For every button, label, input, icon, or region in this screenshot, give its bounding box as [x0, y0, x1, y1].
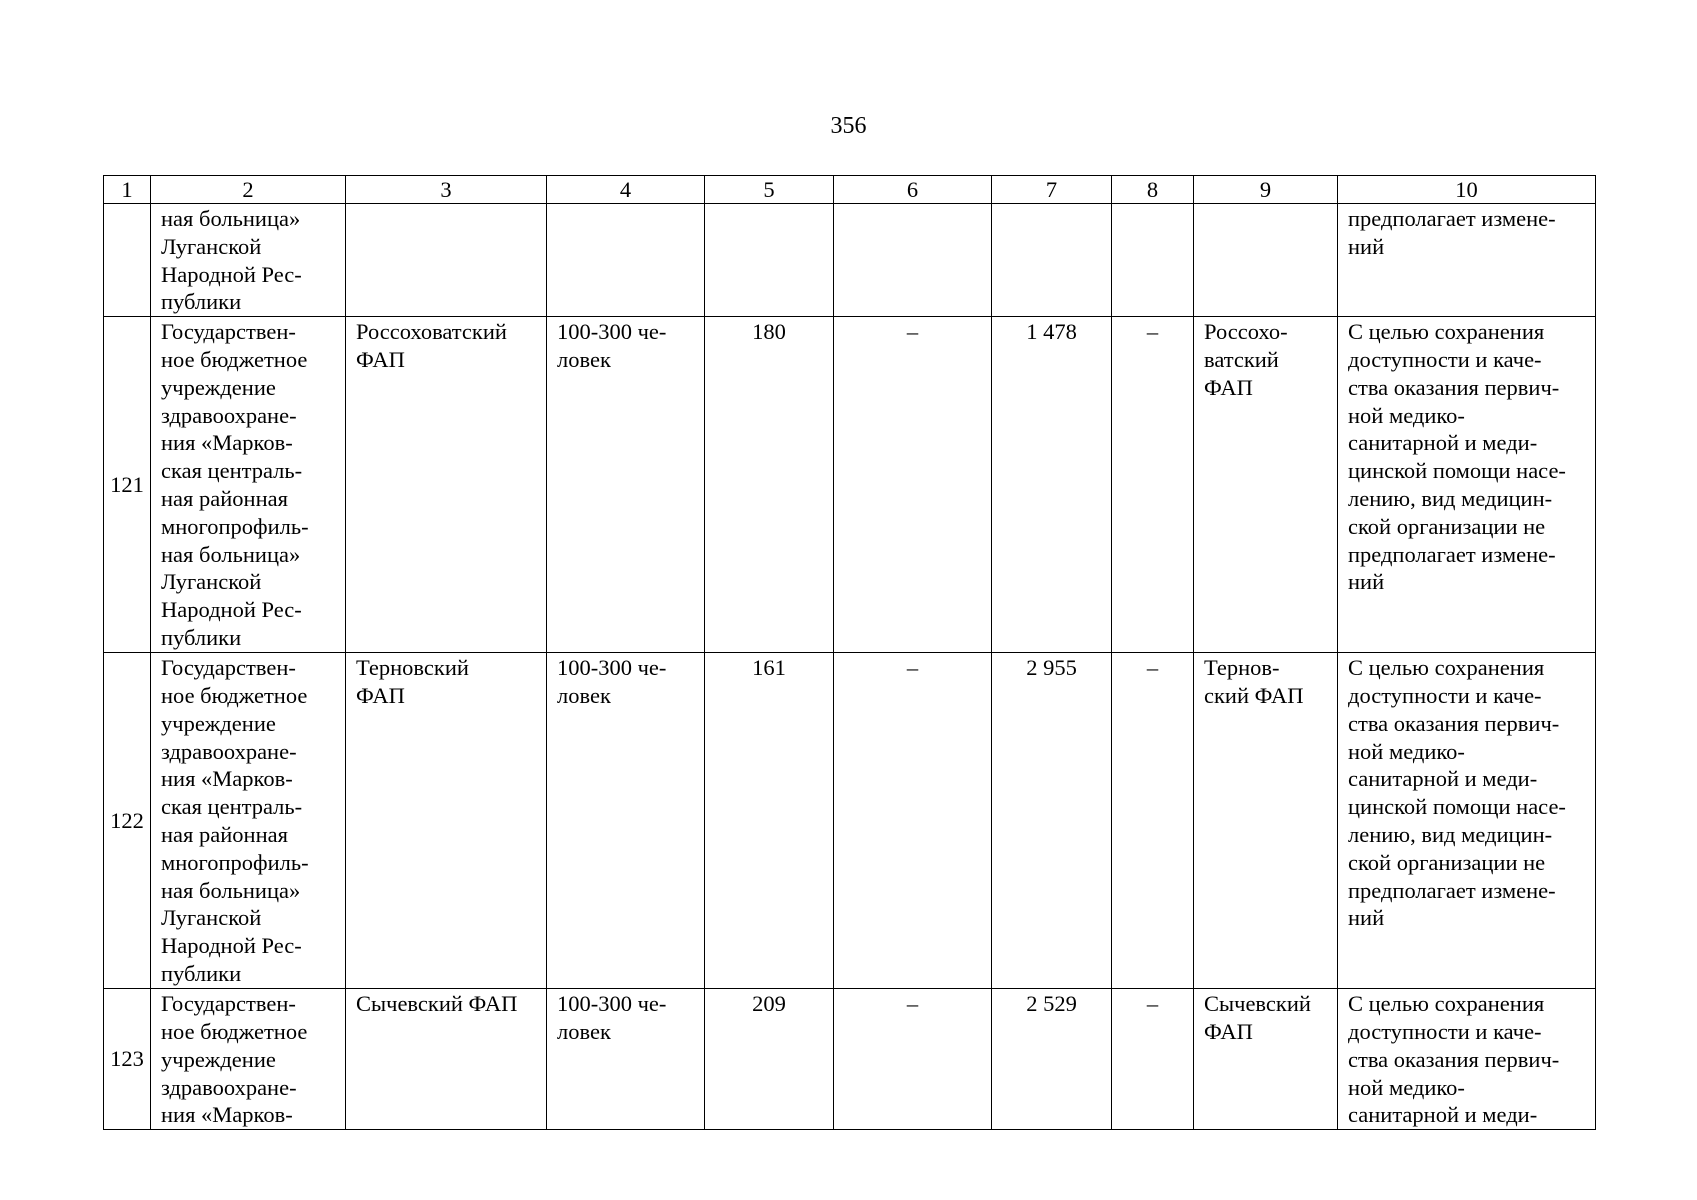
institution-cell: Государствен- ное бюджетное учреждение здравоохране- ния «Марков- ская централь- ная районная многопрофиль- ная больница» Луганской Народной Рес- публики	[151, 317, 346, 653]
column-number-3: 3	[346, 176, 547, 204]
table-header-row	[104, 176, 1596, 204]
facility-cell	[346, 204, 547, 317]
column-6-cell: –	[834, 653, 992, 989]
row-number: 122	[104, 653, 151, 989]
population-cell	[705, 204, 834, 317]
population-cell: 161	[705, 653, 834, 989]
column-number-10: 10	[1338, 176, 1596, 204]
facility-cell: Россоховатский ФАП	[346, 317, 547, 653]
institution-cell: ная больница» Луганской Народной Рес- публики	[151, 204, 346, 317]
new-facility-cell	[1194, 204, 1338, 317]
column-7-cell: 1 478	[992, 317, 1112, 653]
column-7-cell: 2 529	[992, 989, 1112, 1130]
institution-cell: Государствен- ное бюджетное учреждение здравоохране- ния «Марков-	[151, 989, 346, 1130]
new-facility-cell: Россохо- ватский ФАП	[1194, 317, 1338, 653]
facility-cell: Сычевский ФАП	[346, 989, 547, 1130]
rationale-cell: С целью сохранения доступности и каче- ства оказания первич- ной медико- санитарной и меди- цинской помощи насе- лению, вид медицин- ской организации не предполагает измене- ний	[1338, 317, 1596, 653]
population-range-cell: 100-300 че- ловек	[547, 317, 705, 653]
column-6-cell	[834, 204, 992, 317]
population-cell: 209	[705, 989, 834, 1130]
column-7-cell: 2 955	[992, 653, 1112, 989]
column-number-9: 9	[1194, 176, 1338, 204]
table-row	[104, 317, 1596, 653]
column-number-1: 1	[104, 176, 151, 204]
new-facility-cell: Сычевский ФАП	[1194, 989, 1338, 1130]
column-number-8: 8	[1112, 176, 1194, 204]
facility-cell: Терновский ФАП	[346, 653, 547, 989]
page-number: 356	[830, 113, 867, 139]
table-row	[104, 204, 1596, 317]
column-number-2: 2	[151, 176, 346, 204]
population-range-cell: 100-300 че- ловек	[547, 653, 705, 989]
column-6-cell: –	[834, 989, 992, 1130]
column-number-5: 5	[705, 176, 834, 204]
institution-cell: Государствен- ное бюджетное учреждение здравоохране- ния «Марков- ская централь- ная районная многопрофиль- ная больница» Луганской Народной Рес- публики	[151, 653, 346, 989]
rationale-cell: С целью сохранения доступности и каче- ства оказания первич- ной медико- санитарной и меди- цинской помощи насе- лению, вид медицин- ской организации не предполагает измене- ний	[1338, 653, 1596, 989]
row-number	[104, 204, 151, 317]
column-6-cell: –	[834, 317, 992, 653]
column-number-7: 7	[992, 176, 1112, 204]
document-table	[103, 175, 1596, 1130]
row-number: 123	[104, 989, 151, 1130]
column-8-cell: –	[1112, 989, 1194, 1130]
rationale-cell: С целью сохранения доступности и каче- ства оказания первич- ной медико- санитарной и меди-	[1338, 989, 1596, 1130]
column-number-6: 6	[834, 176, 992, 204]
table-row	[104, 989, 1596, 1130]
population-cell: 180	[705, 317, 834, 653]
column-8-cell: –	[1112, 653, 1194, 989]
population-range-cell: 100-300 че- ловек	[547, 989, 705, 1130]
column-7-cell	[992, 204, 1112, 317]
column-8-cell: –	[1112, 317, 1194, 653]
row-number: 121	[104, 317, 151, 653]
rationale-cell: предполагает измене- ний	[1338, 204, 1596, 317]
table-row	[104, 653, 1596, 989]
population-range-cell	[547, 204, 705, 317]
column-8-cell	[1112, 204, 1194, 317]
column-number-4: 4	[547, 176, 705, 204]
new-facility-cell: Тернов- ский ФАП	[1194, 653, 1338, 989]
